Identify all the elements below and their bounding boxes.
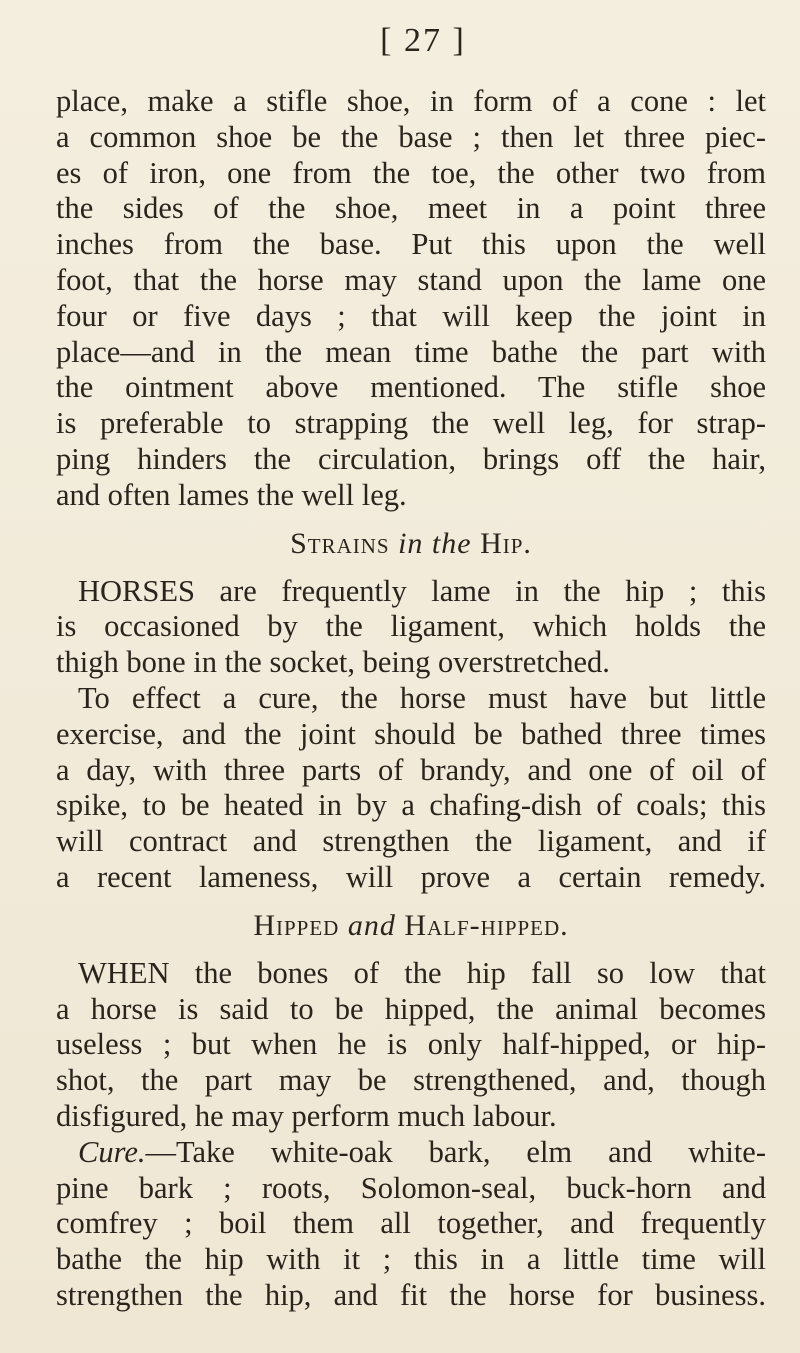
heading-word: Half-hipped. — [404, 908, 569, 942]
text-line: useless ; but when he is only half-hipped, or hip- — [56, 1027, 766, 1062]
text-line: a horse is said to be hipped, the animal becomes — [56, 991, 766, 1026]
text-line: ping hinders the circulation, brings off the hair, — [56, 441, 766, 476]
text-line: a recent lameness, will prove a certain remedy. — [56, 859, 766, 894]
text-line: pine bark ; roots, Solomon-seal, buck-horn and — [56, 1170, 766, 1205]
paragraph-stifle-shoe — [56, 84, 766, 514]
text-line: and often lames the well leg. — [56, 477, 407, 512]
text-line: place—and in the mean time bathe the part with — [56, 334, 766, 369]
text-line: exercise, and the joint should be bathed three times — [56, 716, 766, 751]
heading-word: Hipped — [253, 908, 340, 942]
cure-label: Cure. — [78, 1134, 146, 1169]
heading-word: Strains — [290, 526, 390, 560]
text-line: will contract and strengthen the ligament, and if — [56, 824, 766, 859]
text-line: a day, with three parts of brandy, and one of oil of — [56, 752, 766, 787]
text-line: comfrey ; boil them all together, and frequently — [56, 1206, 766, 1241]
text-line: bathe the hip with it ; this in a little time will — [56, 1242, 766, 1277]
text-line: four or five days ; that will keep the joint in — [56, 298, 766, 333]
text-line: the sides of the shoe, meet in a point three — [56, 191, 766, 226]
text-line: To effect a cure, the horse must have but little — [78, 680, 766, 715]
text-line: a common shoe be the base ; then let three piec- — [56, 119, 766, 154]
paragraph-strains-hip — [56, 574, 766, 896]
paragraph-cure — [56, 1135, 766, 1314]
text-line: thigh bone in the socket, being overstretched. — [56, 645, 610, 680]
text-line: place, make a stifle shoe, in form of a cone : let — [56, 84, 766, 118]
text-line: HORSES are frequently lame in the hip ; this — [78, 573, 766, 608]
text-line: is occasioned by the ligament, which holds the — [56, 609, 766, 644]
cure-text: —Take white-oak bark, elm and white- — [145, 1134, 766, 1169]
text-line: shot, the part may be strengthened, and, though — [56, 1063, 766, 1098]
text-line: disfigured, he may perform much labour. — [56, 1098, 557, 1133]
text-line — [56, 1135, 766, 1171]
heading-word: Hip. — [480, 526, 532, 560]
text-line: strengthen the hip, and fit the horse for business. — [56, 1277, 766, 1312]
page-number: [ 27 ] — [380, 22, 466, 59]
text-line: foot, that the horse may stand upon the lame one — [56, 262, 766, 297]
text-line: spike, to be heated in by a chafing-dish of coals; this — [56, 788, 766, 823]
text-line: WHEN the bones of the hip fall so low that — [78, 955, 766, 990]
heading-word: and — [347, 908, 396, 942]
text-line: es of iron, one from the toe, the other two from — [56, 155, 766, 190]
paragraph-hipped — [56, 956, 766, 1135]
text-line: is preferable to strapping the well leg, for strap- — [56, 406, 766, 441]
section-heading-hipped — [56, 908, 766, 944]
heading-word: in the — [398, 526, 472, 560]
text-line: inches from the base. Put this upon the well — [56, 227, 766, 262]
section-heading-strains-hip — [56, 526, 766, 562]
text-line: the ointment above mentioned. The stifle shoe — [56, 370, 766, 405]
